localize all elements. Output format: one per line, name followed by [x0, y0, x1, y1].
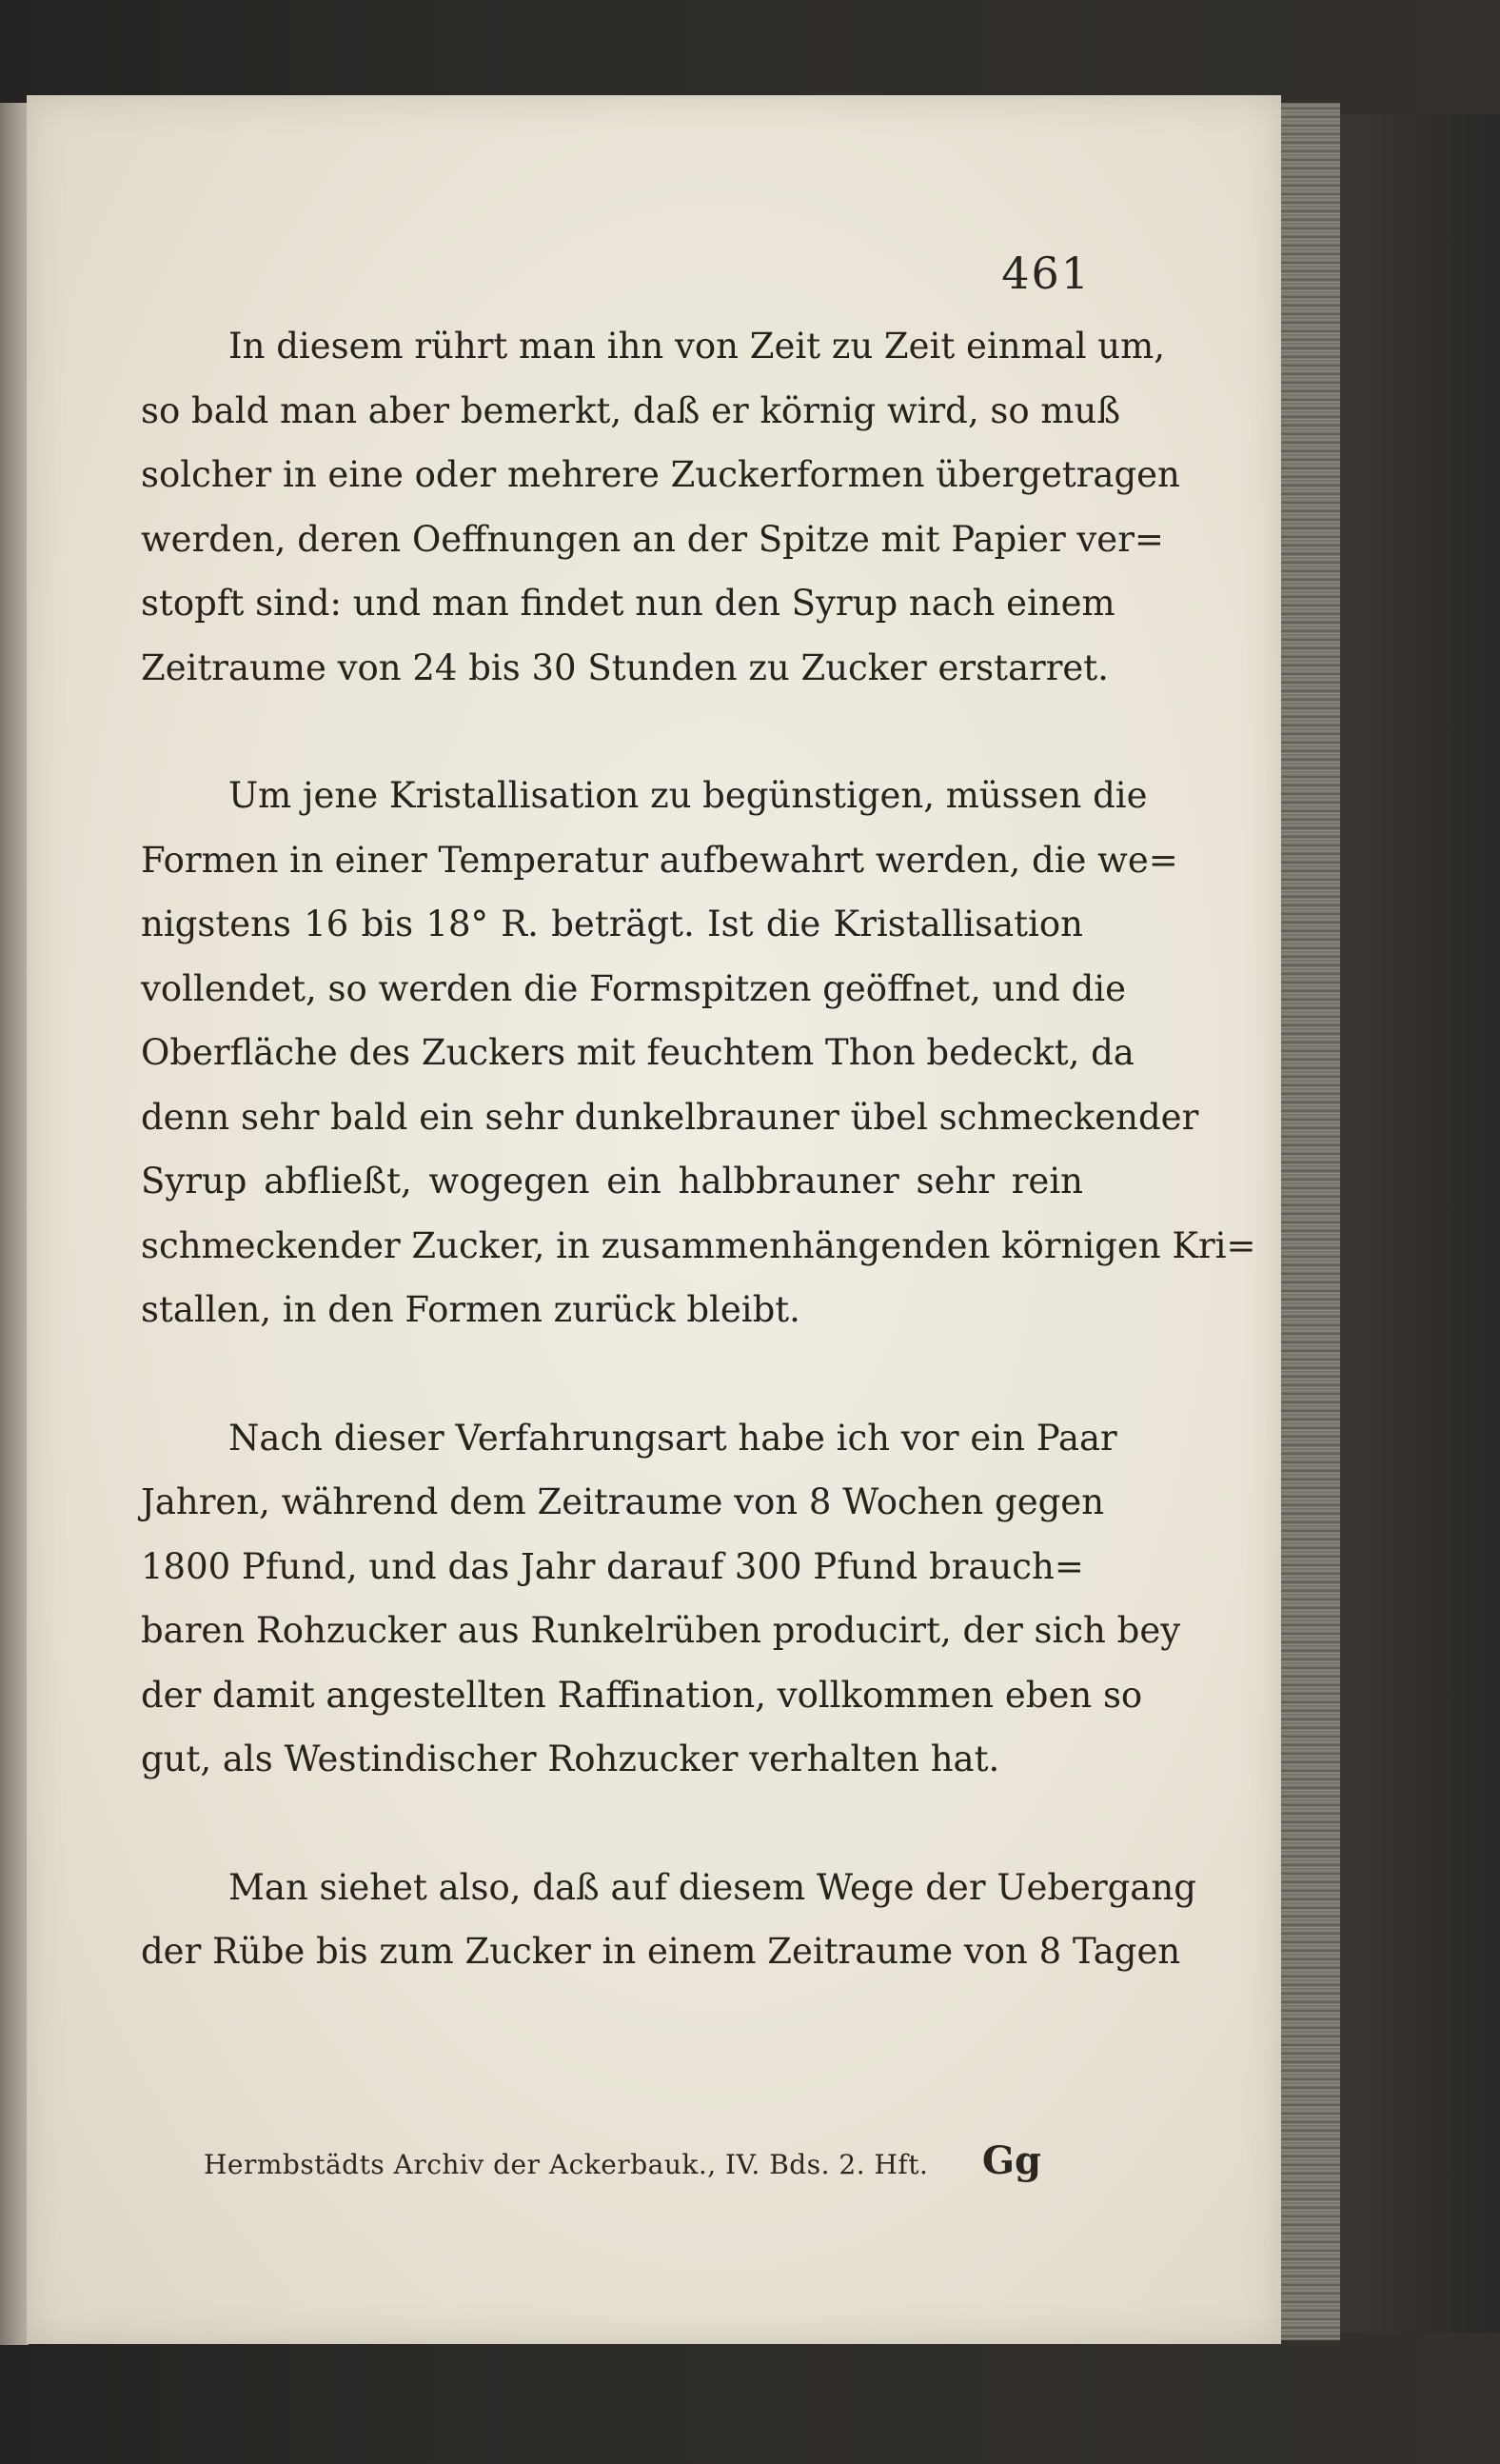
page-block-edge	[1275, 103, 1340, 2340]
text-line: In diesem rührt man ihn von Zeit zu Zeit einmal um,	[228, 326, 1165, 367]
text-line: der damit angestellten Raffination, vollkommen eben so	[141, 1674, 1143, 1716]
facing-page-edge	[0, 103, 29, 2345]
text-line: Zeitraume von 24 bis 30 Stunden zu Zucker erstarret.	[141, 646, 1109, 688]
page-number: 461	[1001, 248, 1091, 299]
signature-mark: Gg	[981, 2138, 1041, 2183]
text-line: solcher in eine oder mehrere Zuckerformen übergetragen	[141, 454, 1180, 495]
text-line: 1800 Pfund, und das Jahr darauf 300 Pfund brauch=	[141, 1545, 1084, 1587]
text-line: werden, deren Oeffnungen an der Spitze mit Papier ver=	[141, 518, 1164, 560]
paragraph-4	[141, 1856, 1196, 1984]
text-line: gut, als Westindischer Rohzucker verhalten hat.	[141, 1739, 1000, 1779]
text-line: so bald man aber bemerkt, daß er körnig wird, so muß	[141, 389, 1121, 431]
text-line: nigstens 16 bis 18° R. beträgt. Ist die Kristallisation	[141, 904, 1083, 944]
text-line: schmeckender Zucker, in zusammenhängenden körnigen Kri=	[141, 1224, 1256, 1266]
page-text	[141, 314, 1256, 2048]
text-line: Oberfläche des Zuckers mit feuchtem Thon bedeckt, da	[141, 1032, 1135, 1073]
text-line: stopft sind: und man findet nun den Syrup nach einem	[141, 583, 1115, 624]
text-line: der Rübe bis zum Zucker in einem Zeitraume von 8 Tagen	[141, 1931, 1181, 1972]
text-line: Jahren, während dem Zeitraume von 8 Wochen gegen	[141, 1481, 1105, 1522]
text-line: Man siehet also, daß auf diesem Wege der Uebergang	[228, 1866, 1196, 1908]
text-line: Syrup abfließt, wogegen ein halbbrauner sehr rein	[141, 1161, 1083, 1202]
text-line: Um jene Kristallisation zu begünstigen, müssen die	[228, 775, 1148, 816]
paragraph-1	[141, 314, 1180, 700]
text-line: baren Rohzucker aus Runkelrüben producirt, der sich bey	[141, 1610, 1181, 1651]
background-shadow	[1336, 114, 1500, 2333]
page-footer	[204, 2138, 1041, 2183]
text-line: vollendet, so werden die Formspitzen geöffnet, und die	[141, 967, 1127, 1009]
book-page	[27, 95, 1281, 2344]
text-line: Nach dieser Verfahrungsart habe ich vor ein Paar	[228, 1417, 1117, 1459]
paragraph-3	[141, 1406, 1181, 1792]
text-line: denn sehr bald ein sehr dunkelbrauner übel schmeckender	[141, 1096, 1199, 1138]
source-citation: Hermbstädts Archiv der Ackerbauk., IV. Bds. 2. Hft.	[204, 2149, 929, 2180]
text-line: Formen in einer Temperatur aufbewahrt werden, die we=	[141, 839, 1178, 881]
paragraph-2	[141, 764, 1256, 1342]
text-line: stallen, in den Formen zurück bleibt.	[141, 1289, 800, 1330]
